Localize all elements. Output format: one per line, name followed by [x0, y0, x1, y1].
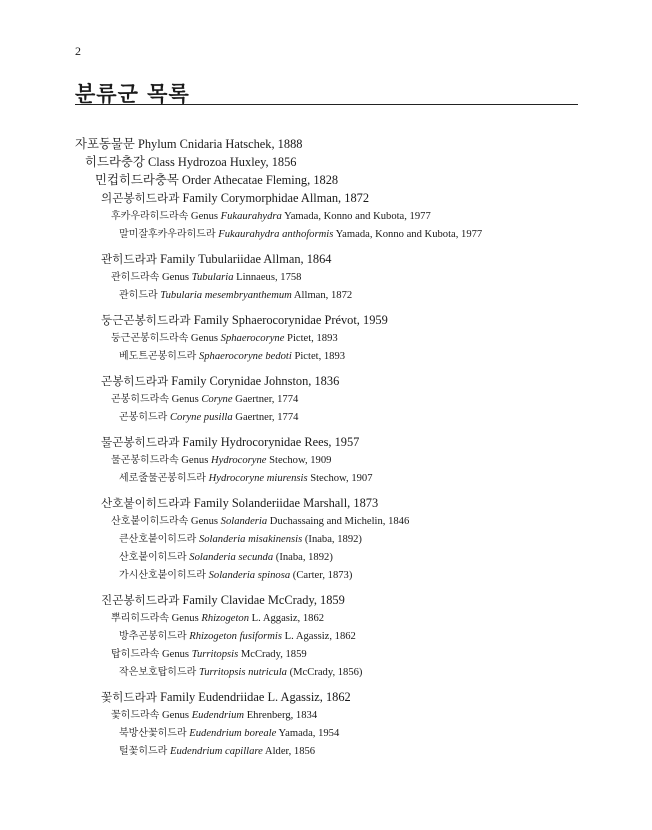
- scientific-name: Solanderia misakinensis: [198, 534, 303, 545]
- taxon-row-genus: [75, 645, 615, 663]
- taxon-row-species: [75, 566, 615, 584]
- taxon-row-family: [75, 311, 615, 329]
- taxon-row-family: [75, 591, 615, 609]
- taxon-row-family: [75, 688, 615, 706]
- taxon-row-genus: [75, 706, 615, 724]
- taxon-text: Family Tubulariidae Allman, 1864: [157, 252, 332, 266]
- taxon-row-genus: [75, 268, 615, 286]
- scientific-name: Eudendrium capillare: [169, 746, 263, 757]
- korean-name: 가시산호붙이히드라: [119, 570, 206, 581]
- taxon-row-family: [75, 250, 615, 268]
- scientific-name: Hydrocoryne miurensis: [208, 473, 308, 484]
- taxon-text: Genus: [168, 394, 202, 405]
- taxon-row-family: [75, 189, 615, 207]
- taxon-row-phylum: [75, 135, 615, 153]
- taxon-text: Gaertner, 1774: [232, 394, 299, 405]
- taxon-text: McCrady, 1859: [238, 649, 307, 660]
- taxon-row-class: [75, 153, 615, 171]
- korean-name: 물곤봉히드라과: [101, 435, 180, 449]
- taxon-text: Genus: [168, 613, 202, 624]
- korean-name: 꽃히드라속: [111, 710, 160, 721]
- scientific-name: Rhizogeton: [201, 613, 250, 624]
- taxon-text: (Inaba, 1892): [273, 552, 333, 563]
- taxon-text: Family Solanderiidae Marshall, 1873: [190, 496, 379, 510]
- scientific-name: Sphaerocoryne bedoti: [198, 351, 292, 362]
- scientific-name: Rhizogeton fusiformis: [189, 631, 282, 642]
- taxon-row-species: [75, 742, 615, 760]
- scientific-name: Turritopsis nutricula: [198, 667, 287, 678]
- korean-name: 진곤봉히드라과: [101, 593, 180, 607]
- korean-name: 관히드라속: [111, 272, 160, 283]
- korean-name: 탑히드라속: [111, 649, 160, 660]
- taxon-text: Gaertner, 1774: [232, 412, 299, 423]
- taxon-text: Order Athecatae Fleming, 1828: [178, 173, 339, 187]
- taxon-row-family: [75, 433, 615, 451]
- korean-name: 자포동물문: [75, 136, 135, 151]
- korean-name: 곤봉히드라: [119, 412, 168, 423]
- taxon-list: [75, 135, 615, 760]
- page-number: 2: [75, 44, 81, 58]
- scientific-name: Tubularia mesembryanthemum: [160, 290, 292, 301]
- taxon-row-species: [75, 530, 615, 548]
- korean-name: 산호붙이히드라속: [111, 516, 189, 527]
- taxon-text: Genus: [188, 211, 221, 222]
- taxon-row-family: [75, 494, 615, 512]
- taxon-text: Yamada, Konno and Kubota, 1977: [333, 229, 483, 240]
- taxon-text: L. Agassiz, 1862: [281, 631, 356, 642]
- taxon-row-species: [75, 286, 615, 304]
- korean-name: 의곤봉히드라과: [101, 191, 180, 205]
- scientific-name: Coryne: [201, 394, 233, 405]
- scientific-name: Tubularia: [191, 272, 234, 283]
- korean-name: 둥근곤봉히드라속: [111, 333, 189, 344]
- taxon-text: L. Aggasiz, 1862: [249, 613, 325, 624]
- taxon-text: Stechow, 1907: [307, 473, 373, 484]
- taxon-row-genus: [75, 451, 615, 469]
- korean-name: 뿌리히드라속: [111, 613, 169, 624]
- taxon-text: (Carter, 1873): [290, 570, 353, 581]
- taxon-text: Pictet, 1893: [284, 333, 338, 344]
- korean-name: 세로줄물곤봉히드라: [119, 473, 206, 484]
- taxon-text: Class Hydrozoa Huxley, 1856: [144, 155, 297, 169]
- taxon-row-species: [75, 724, 615, 742]
- taxon-text: Linnaeus, 1758: [233, 272, 302, 283]
- taxon-text: Genus: [188, 516, 221, 527]
- korean-name: 산호붙이히드라과: [101, 496, 191, 510]
- scientific-name: Solanderia secunda: [189, 552, 274, 563]
- taxon-text: Family Corymorphidae Allman, 1872: [179, 191, 370, 205]
- taxon-row-species: [75, 225, 615, 243]
- taxon-text: Family Eudendriidae L. Agassiz, 1862: [157, 690, 351, 704]
- scientific-name: Solanderia spinosa: [208, 570, 291, 581]
- korean-name: 곤봉히드라과: [101, 374, 169, 388]
- korean-name: 작은보호탑히드라: [119, 667, 197, 678]
- taxon-text: (McCrady, 1856): [286, 667, 363, 678]
- korean-name: 방추곤봉히드라: [119, 631, 187, 642]
- scientific-name: Fukaurahydra: [220, 211, 282, 222]
- taxon-row-order: [75, 171, 615, 189]
- taxon-text: Yamada, 1954: [276, 728, 340, 739]
- korean-name: 관히드라: [119, 290, 158, 301]
- korean-name: 민컵히드라충목: [95, 172, 179, 187]
- korean-name: 관히드라과: [101, 252, 157, 266]
- taxon-text: Family Sphaerocorynidae Prévot, 1959: [190, 313, 388, 327]
- korean-name: 꽃히드라과: [101, 690, 157, 704]
- taxon-row-genus: [75, 390, 615, 408]
- scientific-name: Sphaerocoryne: [220, 333, 285, 344]
- korean-name: 털꽃히드라: [119, 746, 168, 757]
- taxon-text: (Inaba, 1892): [302, 534, 362, 545]
- taxon-text: Ehrenberg, 1834: [244, 710, 318, 721]
- taxon-text: Genus: [159, 710, 192, 721]
- taxon-text: Genus: [159, 649, 192, 660]
- taxon-text: Family Clavidae McCrady, 1859: [179, 593, 345, 607]
- scientific-name: Coryne pusilla: [169, 412, 233, 423]
- taxon-row-species: [75, 663, 615, 681]
- taxon-text: Alder, 1856: [262, 746, 316, 757]
- taxon-row-species: [75, 548, 615, 566]
- scientific-name: Turritopsis: [191, 649, 239, 660]
- korean-name: 북방산꽃히드라: [119, 728, 187, 739]
- scientific-name: Solanderia: [220, 516, 268, 527]
- taxon-text: Stechow, 1909: [266, 455, 332, 466]
- taxon-row-family: [75, 372, 615, 390]
- taxon-row-species: [75, 408, 615, 426]
- scientific-name: Hydrocoryne: [211, 455, 267, 466]
- korean-name: 물곤봉히드라속: [111, 455, 179, 466]
- taxon-text: Duchassaing and Michelin, 1846: [267, 516, 410, 527]
- korean-name: 둥근곤봉히드라과: [101, 313, 191, 327]
- korean-name: 곤봉히드라속: [111, 394, 169, 405]
- taxon-text: Yamada, Konno and Kubota, 1977: [281, 211, 431, 222]
- scientific-name: Eudendrium boreale: [189, 728, 277, 739]
- taxon-text: Phylum Cnidaria Hatschek, 1888: [134, 137, 303, 151]
- taxon-text: Pictet, 1893: [291, 351, 346, 362]
- taxon-row-genus: [75, 329, 615, 347]
- korean-name: 산호붙이히드라: [119, 552, 187, 563]
- taxon-text: Family Hydrocorynidae Rees, 1957: [179, 435, 360, 449]
- page-title: 분류군 목록: [75, 82, 190, 106]
- taxon-text: Family Corynidae Johnston, 1836: [168, 374, 340, 388]
- taxon-text: Genus: [159, 272, 192, 283]
- korean-name: 큰산호붙이히드라: [119, 534, 197, 545]
- taxon-text: Genus: [178, 455, 211, 466]
- korean-name: 말미잘후카우라히드라: [119, 229, 216, 240]
- taxon-row-genus: [75, 609, 615, 627]
- taxon-row-genus: [75, 207, 615, 225]
- korean-name: 후카우라히드라속: [111, 211, 189, 222]
- taxon-row-genus: [75, 512, 615, 530]
- taxon-row-species: [75, 627, 615, 645]
- korean-name: 히드라충강: [85, 154, 145, 169]
- title-divider: [75, 104, 578, 105]
- taxon-row-species: [75, 469, 615, 487]
- taxon-text: Allman, 1872: [291, 290, 353, 301]
- taxon-text: Genus: [188, 333, 221, 344]
- taxon-row-species: [75, 347, 615, 365]
- scientific-name: Eudendrium: [191, 710, 245, 721]
- korean-name: 베도트곤봉히드라: [119, 351, 197, 362]
- scientific-name: Fukaurahydra anthoformis: [218, 229, 334, 240]
